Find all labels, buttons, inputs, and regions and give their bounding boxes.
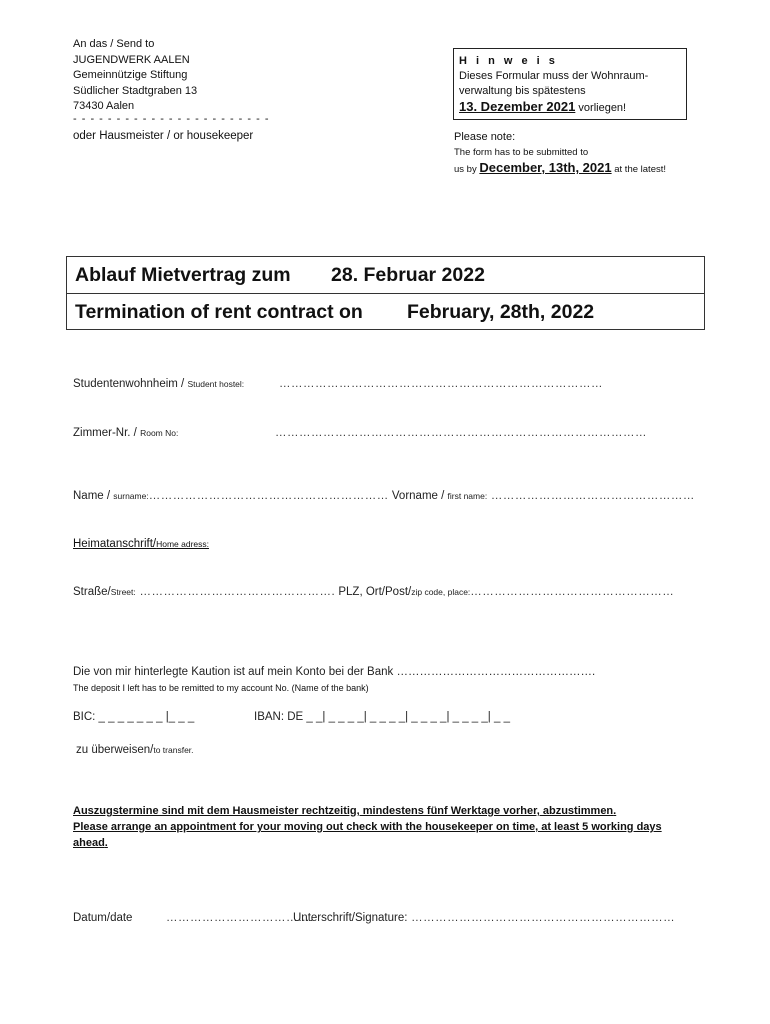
room-label-en: Room No: xyxy=(140,428,179,438)
note-deadline: December, 13th, 2021 xyxy=(479,160,612,175)
note-suffix: at the latest! xyxy=(611,164,667,175)
recipient-address xyxy=(73,37,197,115)
note-text: The form has to be submitted to xyxy=(454,147,589,158)
hostel-input-line[interactable]: ……………………………………………………………………… xyxy=(279,378,603,390)
hint-deadline: 13. Dezember 2021 xyxy=(459,99,576,114)
firstname-input-line[interactable]: …………………………………………… xyxy=(487,490,695,502)
room-input-line[interactable]: ………………………………………………………………………………… xyxy=(275,427,647,439)
housekeeper-line: oder Hausmeister / or housekeeper xyxy=(73,130,254,142)
title-english-date: February, 28th, 2022 xyxy=(407,301,595,323)
title-english-label: Termination of rent contract on xyxy=(75,301,363,323)
hostel-field xyxy=(73,378,244,390)
signature-row xyxy=(293,912,675,924)
street-input-line[interactable]: …………………………………………. xyxy=(135,586,336,598)
zip-input-line[interactable]: …………………………………………… xyxy=(470,586,675,598)
room-label: Zimmer-Nr. / xyxy=(73,427,141,439)
title-german-label: Ablauf Mietvertrag zum xyxy=(75,264,291,286)
title-row-german xyxy=(67,257,704,294)
transfer-label-en: to transfer. xyxy=(153,745,194,755)
moving-out-notice: Auszugstermine sind mit dem Hausmeister rechtzeitig, mindestens fünf Werktage vorher, abzustimmen. Please arrange an appointment for your moving out check with the housekeeper on time, at least 5 working days ahead. xyxy=(73,805,662,849)
english-note xyxy=(454,130,684,177)
deposit-text-de[interactable]: Die von mir hinterlegte Kaution ist auf mein Konto bei der Bank ……………………………………………. xyxy=(73,666,596,678)
address-line: 73430 Aalen xyxy=(73,100,135,112)
hint-title: H i n w e i s xyxy=(459,55,558,67)
street-label: Straße/ xyxy=(73,586,111,598)
hint-box xyxy=(453,48,687,120)
zip-label-en: zip code, place: xyxy=(411,587,471,597)
note-prefix: us by xyxy=(454,164,480,175)
note-heading: Please note: xyxy=(454,131,516,143)
room-field xyxy=(73,427,178,439)
firstname-label-en: first name: xyxy=(447,491,488,501)
signature-label: Unterschrift/Signature: xyxy=(293,912,408,924)
title-german-date: 28. Februar 2022 xyxy=(331,264,485,286)
street-row xyxy=(73,586,674,598)
deposit-text-en: The deposit I left has to be remitted to my account No. (Name of the bank) xyxy=(73,683,369,693)
signature-input-line[interactable]: ………………………………………………………… xyxy=(407,912,676,924)
home-address-label: Heimatanschrift/ xyxy=(73,538,157,550)
hint-suffix: vorliegen! xyxy=(575,102,627,114)
address-line: An das / Send to xyxy=(73,38,155,50)
address-separator: - - - - - - - - - - - - - - - - - - - - - - - xyxy=(73,113,270,125)
address-line: Südlicher Stadtgraben 13 xyxy=(73,84,198,97)
date-input-line[interactable]: ………………………………. xyxy=(166,912,314,924)
surname-label: Name / xyxy=(73,490,114,502)
title-table xyxy=(66,256,705,330)
address-line: Gemeinnützige Stiftung xyxy=(73,69,188,81)
hostel-label: Studentenwohnheim / xyxy=(73,378,188,390)
date-label: Datum/date xyxy=(73,912,133,924)
address-line: JUGENDWERK AALEN xyxy=(73,53,190,66)
home-address-label-en: Home adress: xyxy=(156,539,210,549)
surname-input-line[interactable]: …………………………………………………… xyxy=(148,490,389,502)
surname-label-en: surname: xyxy=(113,491,149,501)
notice-english: Please arrange an appointment for your moving out check with the housekeeper on time, at least 5 working days ahead xyxy=(73,821,662,849)
street-label-en: Street: xyxy=(110,587,136,597)
hostel-label-en: Student hostel: xyxy=(187,379,245,389)
home-address-heading xyxy=(73,538,209,550)
hint-text: Dieses Formular muss der Wohnraum-verwaltung bis spätestens xyxy=(459,70,649,97)
iban-field[interactable]: IBAN: DE _ _| _ _ _ _| _ _ _ _| _ _ _ _| _ _ _ _| _ _ xyxy=(254,711,510,723)
name-row xyxy=(73,490,695,502)
bic-field[interactable]: BIC: _ _ _ _ _ _ _ |_ _ _ xyxy=(73,711,195,723)
zip-label: PLZ, Ort/Post/ xyxy=(335,586,412,598)
firstname-label: Vorname / xyxy=(388,490,448,502)
title-row-english xyxy=(67,294,704,331)
transfer-line xyxy=(76,744,194,756)
transfer-label: zu überweisen/ xyxy=(76,744,154,756)
notice-german: Auszugstermine sind mit dem Hausmeister rechtzeitig, mindestens fünf Werktage vorher, abzustimmen xyxy=(73,805,614,817)
